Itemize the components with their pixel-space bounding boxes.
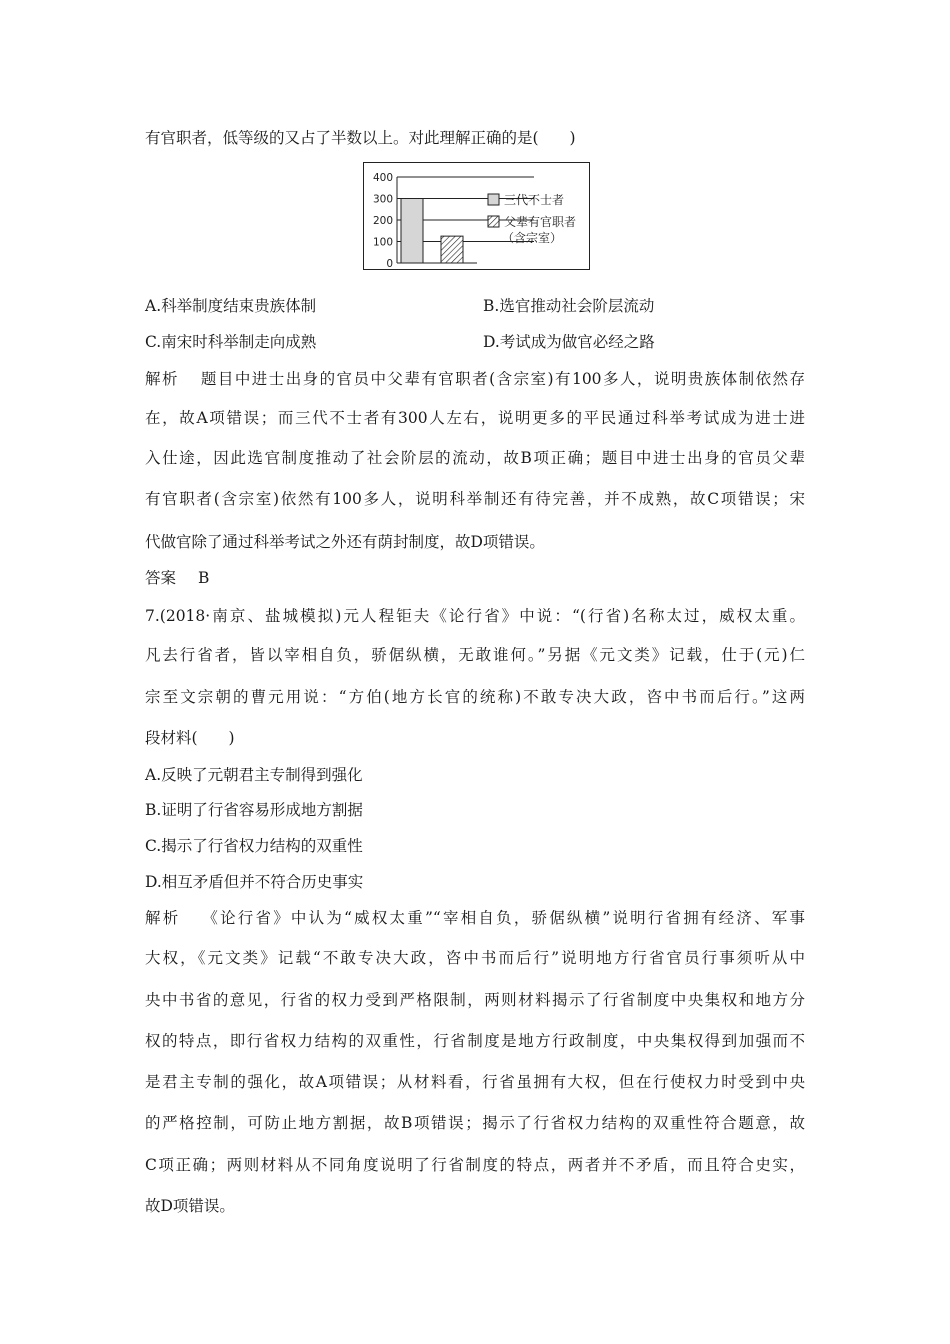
q7-analysis-label: 解析 — [145, 909, 181, 927]
q7-stem-line-1: 7.(2018·南京、盐城模拟)元人程钜夫《论行省》中说：“(行省)名称太过，威权太重。 — [145, 607, 805, 625]
legend-label-1: 三代不士者 — [504, 193, 565, 207]
q6-analysis-line-1 — [145, 369, 805, 389]
y-tick-label: 200 — [372, 215, 393, 227]
q6-answer — [145, 568, 209, 588]
q6-analysis-line-2: 在，故A项错误；而三代不士者有300人左右，说明更多的平民通过科举考试成为进士进 — [145, 409, 805, 427]
q7-option-b: B.证明了行省容易形成地方割据 — [145, 801, 363, 819]
y-tick-label: 0 — [386, 258, 393, 270]
q6-analysis-line-3: 入仕途，因此选官制度推动了社会阶层的流动，故B项正确；题目中进士出身的官员父辈 — [145, 449, 805, 467]
q6-analysis-label: 解析 — [145, 370, 179, 388]
question-6-stem-tail: 有官职者，低等级的又占了半数以上。对此理解正确的是( ) — [145, 129, 576, 147]
q6-answer-label: 答案 — [145, 569, 177, 587]
legend-swatch-2 — [488, 216, 499, 227]
legend-label-3: （含宗室） — [502, 231, 563, 245]
q7-analysis-line-7: C项正确；两则材料从不同角度说明了行省制度的特点，两者并不矛盾，而且符合史实， — [145, 1156, 805, 1174]
q6-analysis-line-4: 有官职者(含宗室)依然有100多人，说明科举制还有待完善，并不成熟，故C项错误；宋 — [145, 490, 805, 508]
q7-analysis-line-8: 故D项错误。 — [145, 1197, 235, 1215]
legend-label-2: 父辈有官职者 — [504, 215, 577, 229]
legend-swatch-1 — [488, 194, 499, 205]
q7-option-d: D.相互矛盾但并不符合历史事实 — [145, 873, 364, 891]
q6-answer-value: B — [198, 569, 210, 587]
q7-analysis-line-4: 权的特点，即行省权力结构的双重性，行省制度是地方行政制度，中央集权得到加强而不 — [145, 1032, 805, 1050]
q6-option-b: B.选官推动社会阶层流动 — [483, 297, 655, 315]
q7-analysis-line-5: 是君主专制的强化，故A项错误；从材料看，行省虽拥有大权，但在行使权力时受到中央 — [145, 1073, 805, 1091]
q6-analysis-text-1: 题目中进士出身的官员中父辈有官职者(含宗室)有100多人，说明贵族体制依然存 — [200, 370, 805, 388]
bar-chart — [363, 162, 590, 270]
q7-analysis-line-3: 央中书省的意见，行省的权力受到严格限制，两则材料揭示了行省制度中央集权和地方分 — [145, 991, 805, 1009]
bar-fu-bei-you-guan-zhi — [441, 236, 463, 263]
q6-option-a: A.科举制度结束贵族体制 — [145, 297, 317, 315]
q7-analysis-line-2: 大权，《元文类》记载“不敢专决大政，咨中书而后行”说明地方行省官员行事须听从中 — [145, 949, 805, 967]
q7-analysis-line-6: 的严格控制，可防止地方割据，故B项错误；揭示了行省权力结构的双重性符合题意，故 — [145, 1114, 805, 1132]
q7-stem-line-3: 宗至文宗朝的曹元用说：“方伯(地方长官的统称)不敢专决大政，咨中书而后行。”这两 — [145, 688, 805, 706]
q6-option-d: D.考试成为做官必经之路 — [483, 333, 655, 351]
q6-analysis-line-5: 代做官除了通过科举考试之外还有荫封制度，故D项错误。 — [145, 533, 545, 551]
y-tick-label: 300 — [372, 193, 393, 206]
q6-option-c: C.南宋时科举制走向成熟 — [145, 333, 317, 351]
q7-analysis-text-1: 《论行省》中认为“威权太重”“宰相自负，骄倨纵横”说明行省拥有经济、军事 — [202, 909, 805, 927]
y-tick-label: 100 — [372, 236, 393, 249]
q7-stem-line-4: 段材料( ) — [145, 729, 235, 747]
q7-analysis-line-1 — [145, 908, 805, 928]
bar-san-dai-bu-shi — [401, 199, 423, 264]
q7-option-a: A.反映了元朝君主专制得到强化 — [145, 766, 363, 784]
y-tick-label: 400 — [372, 172, 393, 184]
q7-stem-line-2: 凡去行省者，皆以宰相自负，骄倨纵横，无敢谁何。”另据《元文类》记载，仕于(元)仁 — [145, 646, 805, 664]
bar-chart-svg — [364, 163, 591, 271]
q7-option-c: C.揭示了行省权力结构的双重性 — [145, 837, 363, 855]
